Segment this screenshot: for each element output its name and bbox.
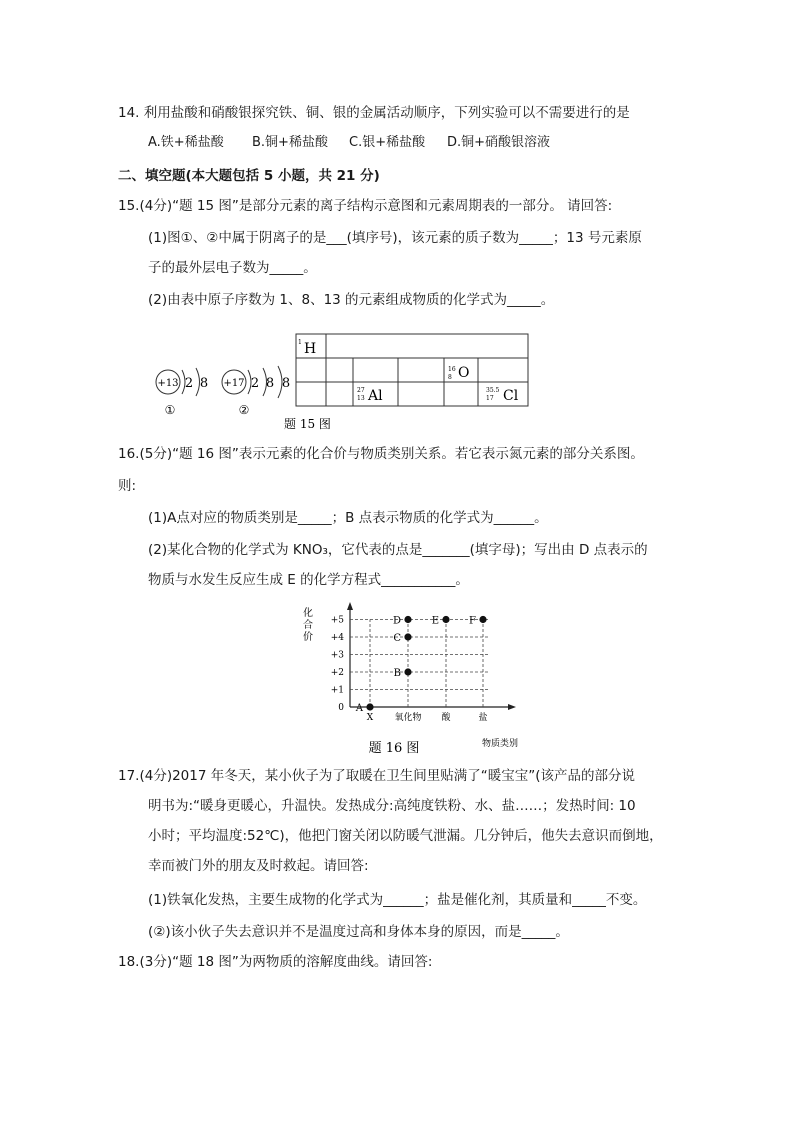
y-axis-arrow xyxy=(347,602,353,610)
q16-part1: (1)A点对应的物质类别是_____；B 点表示物质的化学式为______。 xyxy=(148,510,548,526)
ion1-nucleus: +13 xyxy=(157,378,179,389)
point-label-d: D xyxy=(392,615,401,627)
q16-stem: 16.(5分)“题 16 图”表示元素的化合价与物质类别关系。若它表示氮元素的部分关系图。 xyxy=(118,446,644,462)
q15-part2: (2)由表中原子序数为 1、8、13 的元素组成物质的化学式为_____。 xyxy=(148,292,555,308)
point-label-f: F xyxy=(469,615,476,627)
x-axis-arrow xyxy=(508,704,516,710)
h-symbol: H xyxy=(304,341,317,357)
o-atomic-number: 8 xyxy=(448,374,452,381)
point-f xyxy=(479,616,486,623)
al-mass: 27 xyxy=(357,387,365,394)
q16-part2b: 物质与水发生反应生成 E 的化学方程式___________。 xyxy=(148,572,469,588)
q14-option-b: B.铜+稀盐酸 xyxy=(252,135,328,150)
figure-15-caption: 题 15 图 xyxy=(284,417,331,431)
q14-option-c: C.银+稀盐酸 xyxy=(349,135,426,150)
point-b xyxy=(404,668,411,675)
y-tick-label: 0 xyxy=(338,703,344,713)
q15-stem: 15.(4分)“题 15 图”是部分元素的离子结构示意图和元素周期表的一部分。 请回答: xyxy=(118,198,613,214)
al-symbol: Al xyxy=(368,388,383,404)
y-axis-label-3: 价 xyxy=(303,632,313,643)
ion-structure-1 xyxy=(156,368,208,417)
point-a xyxy=(366,703,373,710)
al-atomic-number: 13 xyxy=(357,395,365,402)
figure-15 xyxy=(148,332,530,434)
ion2-shell-3: 8 xyxy=(281,376,291,391)
cl-symbol: Cl xyxy=(503,388,519,404)
y-tick-label: +1 xyxy=(330,685,344,696)
ion2-label: ② xyxy=(238,403,250,417)
point-label-c: C xyxy=(393,633,401,644)
q16-part2a: (2)某化合物的化学式为 KNO₃，它代表的点是_______(填字母)；写出由 D 点表示的 xyxy=(148,542,648,558)
figure-16-caption: 题 16 图 xyxy=(368,741,420,756)
q17-part1: (1)铁氧化发热，主要生成物的化学式为______；盐是催化剂，其质量和_____不变。 xyxy=(148,892,647,908)
q14-option-d: D.铜+硝酸银溶液 xyxy=(447,135,551,150)
y-tick-label: +4 xyxy=(330,633,344,643)
x-tick-label: 酸 xyxy=(441,713,451,723)
x-tick-label: 氧化物 xyxy=(394,713,422,723)
q17-line4: 幸而被门外的朋友及时救起。请回答: xyxy=(148,858,369,874)
x-tick-label: X xyxy=(366,713,374,723)
point-label-a: A xyxy=(355,703,363,714)
q16-stem-2: 则: xyxy=(118,478,137,494)
q15-part1a: (1)图①、②中属于阴离子的是___(填序号)，该元素的质子数为_____；13 号元素原 xyxy=(148,230,642,246)
y-axis-label-2: 合 xyxy=(303,620,313,631)
ion2-shell-1: 2 xyxy=(250,376,260,391)
y-tick-label: +2 xyxy=(330,668,344,678)
ion2-shell-2: 8 xyxy=(265,376,275,391)
ion1-shell-1: 2 xyxy=(184,376,194,391)
point-label-b: B xyxy=(393,668,401,679)
point-c xyxy=(404,633,411,640)
q18-stem: 18.(3分)“题 18 图”为两物质的溶解度曲线。请回答: xyxy=(118,954,433,970)
cl-mass: 35.5 xyxy=(486,387,500,394)
q17-line3: 小时；平均温度:52℃)，他把门窗关闭以防暖气泄漏。几分钟后，他失去意识而倒地， xyxy=(148,828,663,844)
x-tick-label: 盐 xyxy=(478,713,488,723)
figure-16-chart xyxy=(290,600,520,756)
q17-line2: 明书为:“暖身更暖心，升温快。发热成分:高纯度铁粉、水、盐……；发热时间: 10 xyxy=(148,798,636,814)
ion1-label: ① xyxy=(164,403,176,417)
o-mass: 16 xyxy=(448,366,456,373)
h-atomic-number: 1 xyxy=(298,339,302,346)
ion-structure-2 xyxy=(222,366,290,417)
q17-part2: (②)该小伙子失去意识并不是温度过高和身体本身的原因，而是_____。 xyxy=(148,924,569,940)
point-label-e: E xyxy=(431,615,439,627)
y-tick-label: +3 xyxy=(330,650,344,661)
x-axis-label: 物质类别 xyxy=(481,739,519,749)
section-title: 二、填空题(本大题包括 5 小题，共 21 分) xyxy=(118,168,380,184)
o-symbol: O xyxy=(458,365,470,381)
q14-stem: 14. 利用盐酸和硝酸银探究铁、铜、银的金属活动顺序，下列实验可以不需要进行的是 xyxy=(118,105,630,121)
point-d xyxy=(404,616,411,623)
point-e xyxy=(442,616,449,623)
q15-part1b: 子的最外层电子数为_____。 xyxy=(148,260,317,276)
q14-option-a: A.铁+稀盐酸 xyxy=(148,135,224,150)
ion1-shell-2: 8 xyxy=(199,376,209,391)
y-axis-label-1: 化 xyxy=(303,608,313,619)
cl-atomic-number: 17 xyxy=(486,395,494,402)
y-tick-label: +5 xyxy=(330,615,344,626)
q17-line1: 17.(4分)2017 年冬天，某小伙子为了取暖在卫生间里贴满了“暖宝宝”(该产品的部分说 xyxy=(118,768,635,784)
ion2-nucleus: +17 xyxy=(223,378,245,389)
